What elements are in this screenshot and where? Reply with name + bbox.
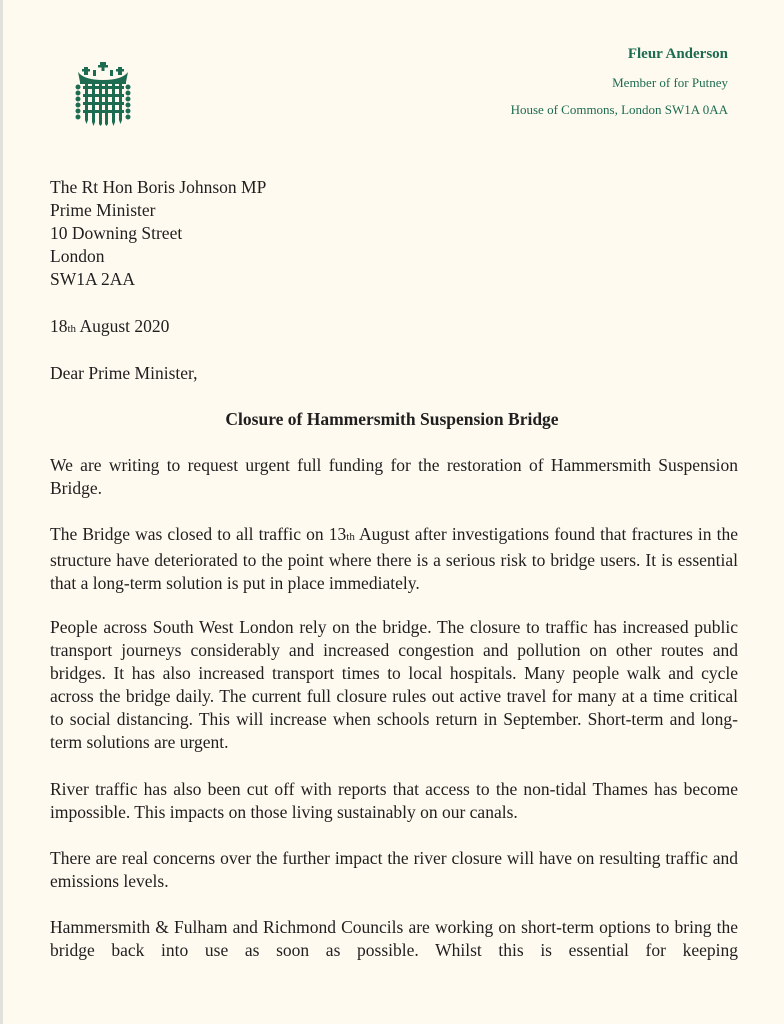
p2-suffix: th bbox=[346, 531, 355, 543]
letter-subject: Closure of Hammersmith Suspension Bridge bbox=[225, 409, 559, 429]
date-rest: August 2020 bbox=[76, 316, 170, 336]
paragraph-funding-request: We are writing to request urgent full funding for the restoration of Hammersmith Suspension Bridge. bbox=[50, 455, 738, 498]
sender-address: House of Commons, London SW1A 0AA bbox=[510, 102, 728, 117]
letterhead-sender bbox=[511, 44, 728, 120]
paragraph-river-traffic: River traffic has also been cut off with reports that access to the non-tidal Thames has become impossible. This impacts on those living sustainably on our canals. bbox=[50, 779, 738, 822]
recipient-line: London bbox=[50, 246, 105, 266]
recipient-line: Prime Minister bbox=[50, 200, 156, 220]
page-left-border bbox=[0, 0, 3, 1024]
sender-role: Member of for Putney bbox=[612, 75, 728, 90]
portcullis-crown-icon bbox=[74, 62, 132, 126]
p2-text: The Bridge was closed to all traffic on 13 bbox=[50, 524, 347, 544]
paragraph-impact-on-people: People across South West London rely on the bridge. The closure to traffic has increased public transport journeys considerably and increased congestion and pollution on other routes and bridges. It has also increased transport times to local hospitals. Many people walk and cycle across the bridge daily. The current full closure rules out active travel for many at a time critical to social distancing. This will increase when schools return in September. Short-term and long-term solutions are urgent. bbox=[50, 617, 738, 752]
paragraph-closure-details bbox=[50, 523, 738, 595]
letter-date bbox=[50, 315, 738, 341]
paragraph-emissions-concerns: There are real concerns over the further impact the river closure will have on resulting traffic and emissions levels. bbox=[50, 848, 738, 891]
sender-name: Fleur Anderson bbox=[627, 46, 728, 62]
recipient-line: The Rt Hon Boris Johnson MP bbox=[50, 177, 267, 197]
paragraph-council-options: Hammersmith & Fulham and Richmond Councils are working on short-term options to bring the bridge back into use as soon as possible. Whilst this is essential for keeping bbox=[50, 917, 738, 960]
recipient-address bbox=[50, 176, 738, 291]
p2-text-rest: August after investigations found that fractures in the structure have deteriorated to the point where there is a serious risk to bridge users. It is essential that a long-term solution is put in place immediately. bbox=[50, 524, 738, 593]
date-suffix: th bbox=[67, 323, 77, 335]
salutation: Dear Prime Minister, bbox=[50, 363, 198, 383]
recipient-line: 10 Downing Street bbox=[50, 223, 183, 243]
date-day: 18 bbox=[50, 316, 68, 336]
recipient-line: SW1A 2AA bbox=[50, 269, 136, 289]
